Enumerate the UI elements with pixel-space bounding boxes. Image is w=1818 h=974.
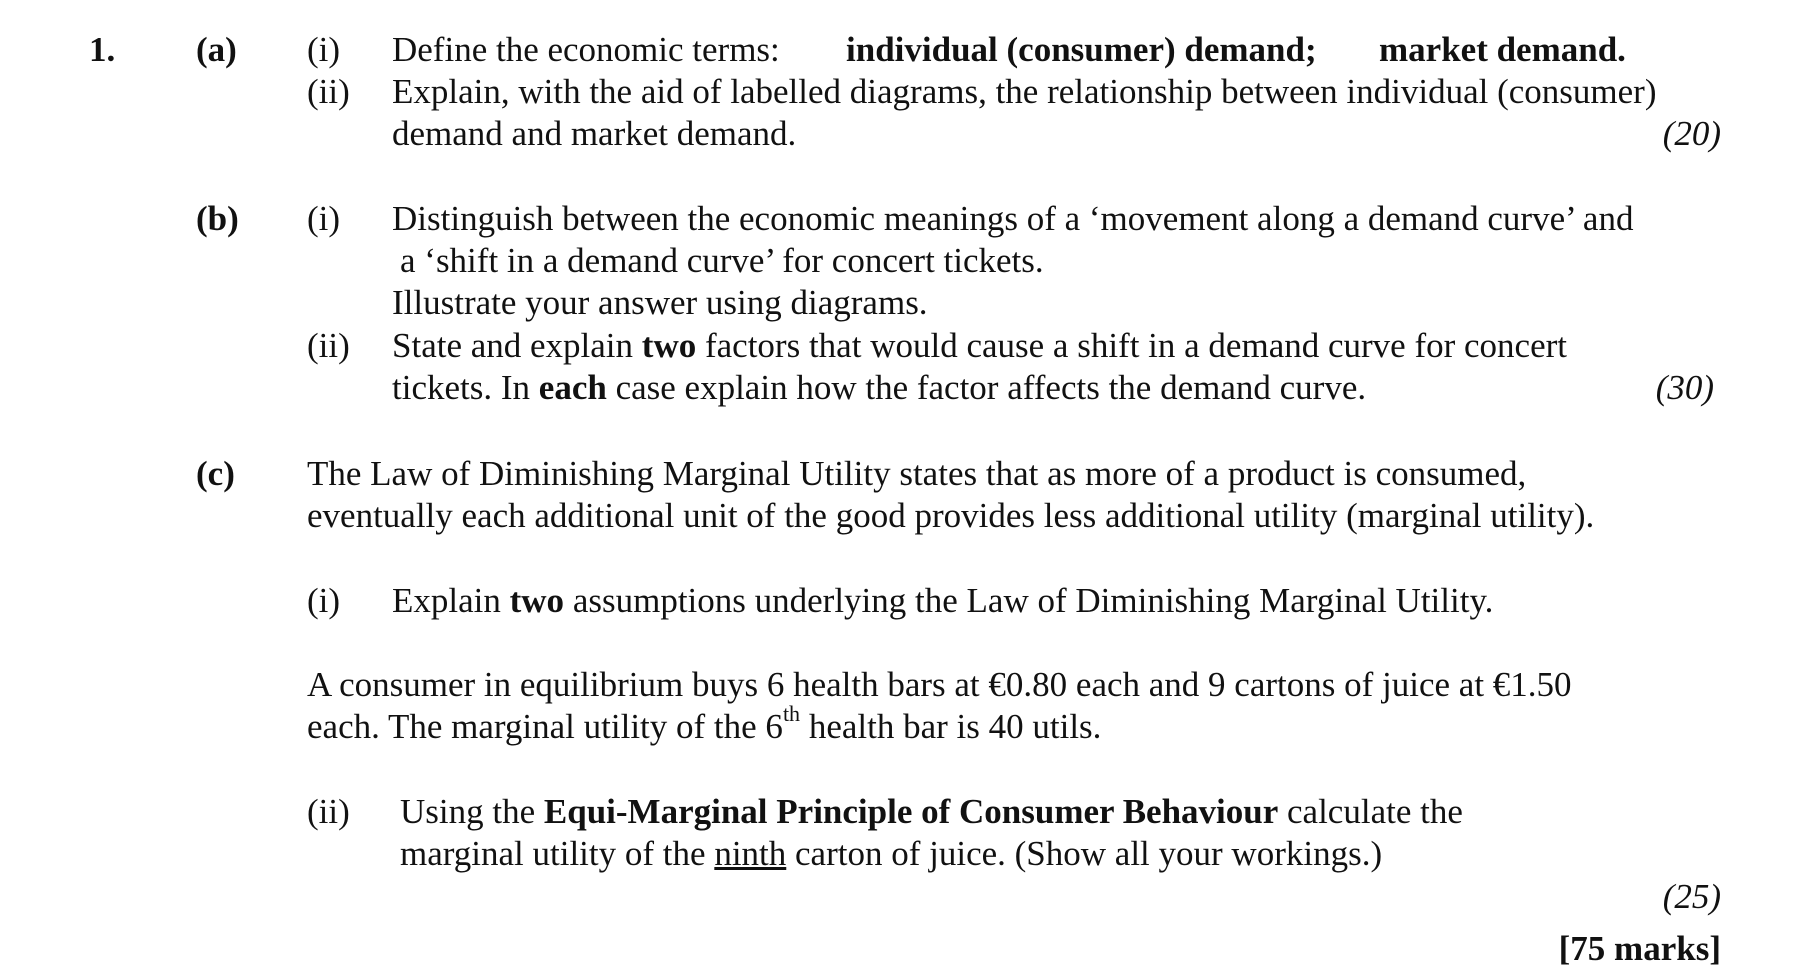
part-c-marks: (25)	[1662, 877, 1721, 916]
part-a-ii-line2: demand and market demand.	[392, 114, 797, 153]
part-c-label: (c)	[196, 454, 235, 493]
part-c-intro-line1: The Law of Diminishing Marginal Utility states that as more of a product is consumed,	[307, 454, 1527, 493]
part-c-ii-line2: marginal utility of the ninth carton of juice. (Show all your workings.)	[400, 834, 1383, 873]
part-b-i-line2: a ‘shift in a demand curve’ for concert tickets.	[400, 241, 1044, 280]
part-a-i-label: (i)	[307, 30, 341, 69]
part-c-ii-label: (ii)	[307, 792, 350, 831]
part-c-scenario-line2: each. The marginal utility of the 6th health bar is 40 utils.	[307, 701, 1102, 746]
part-b-marks: (30)	[1655, 368, 1714, 407]
part-a-term-individual-demand: individual (consumer) demand;	[846, 30, 1317, 69]
part-c-intro-line2: eventually each additional unit of the good provides less additional utility (marginal utility).	[307, 496, 1595, 535]
question-number: 1.	[89, 30, 116, 69]
part-a-label: (a)	[196, 30, 237, 69]
part-c-ii-line1: Using the Equi-Marginal Principle of Consumer Behaviour calculate the	[400, 792, 1463, 831]
total-marks: [75 marks]	[1558, 929, 1721, 968]
part-b-ii-label: (ii)	[307, 326, 350, 365]
part-a-marks: (20)	[1662, 114, 1721, 153]
part-b-i-line1: Distinguish between the economic meanings of a ‘movement along a demand curve’ and	[392, 199, 1634, 238]
part-a-ii-line1: Explain, with the aid of labelled diagrams, the relationship between individual (consumer)	[392, 72, 1657, 111]
part-b-ii-line2: tickets. In each case explain how the factor affects the demand curve.	[392, 368, 1367, 407]
part-c-scenario-line1: A consumer in equilibrium buys 6 health bars at €0.80 each and 9 cartons of juice at €1.50	[307, 665, 1572, 704]
part-b-i-label: (i)	[307, 199, 341, 238]
part-b-ii-line1: State and explain two factors that would cause a shift in a demand curve for concert	[392, 326, 1567, 365]
part-b-i-line3: Illustrate your answer using diagrams.	[392, 283, 928, 322]
part-c-i-label: (i)	[307, 581, 341, 620]
part-c-i-text: Explain two assumptions underlying the Law of Diminishing Marginal Utility.	[392, 581, 1494, 620]
part-a-term-market-demand: market demand.	[1379, 30, 1626, 69]
part-a-ii-label: (ii)	[307, 72, 350, 111]
part-a-i-text: Define the economic terms:	[392, 30, 780, 69]
part-b-label: (b)	[196, 199, 239, 238]
